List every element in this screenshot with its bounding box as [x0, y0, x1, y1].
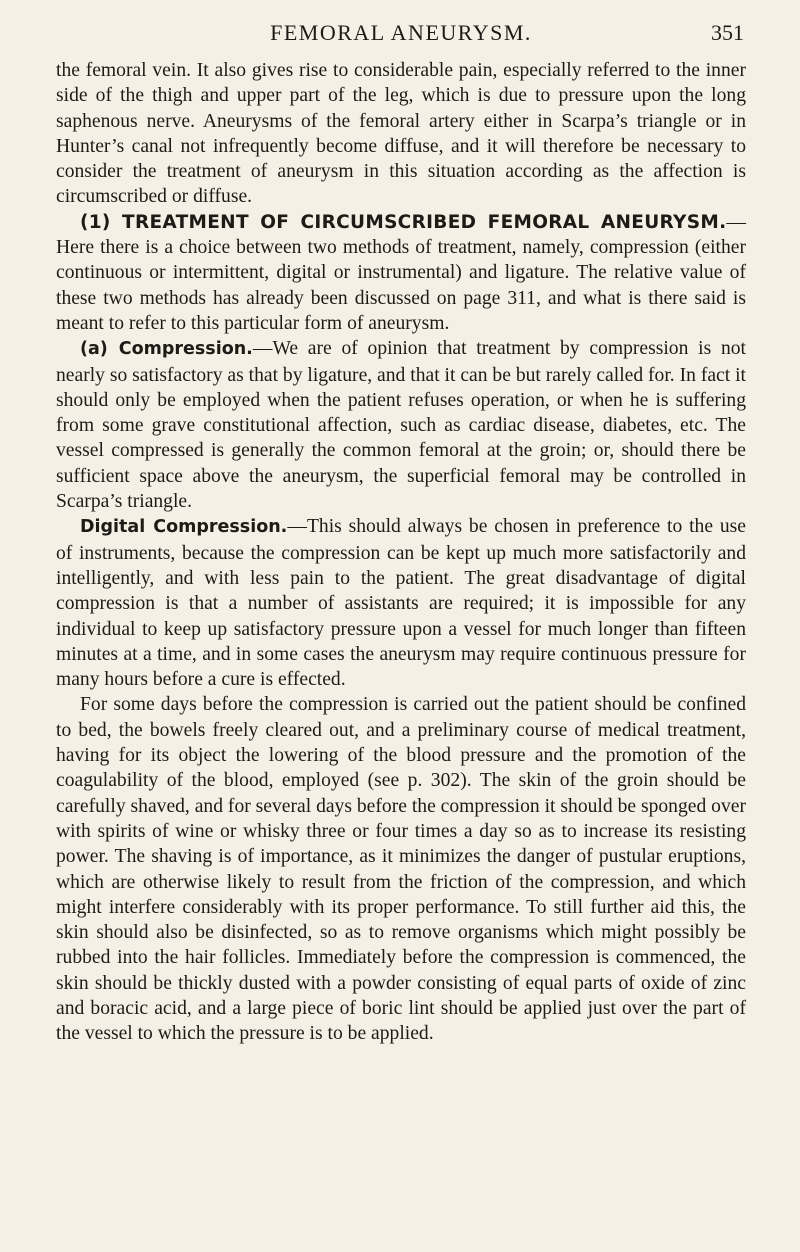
paragraph-preparation	[56, 692, 746, 1046]
paragraph-text: —Here there is a choice between two methods of treatment, namely, compression (either continuous or intermittent, digital or instrumental) and ligature. The relative value of these two methods has already been discussed on page 311, and what is there said is meant to refer to this particular form of aneurysm.	[56, 211, 746, 334]
page-number: 351	[711, 20, 744, 45]
paragraph-continuation	[56, 58, 746, 210]
running-head	[56, 0, 746, 58]
paragraph-circumscribed-treatment	[56, 210, 746, 336]
running-title: FEMORAL ANEURYSM.	[270, 20, 532, 45]
subsection-heading: (a) Compression.	[80, 339, 253, 360]
section-heading: (1) TREATMENT OF CIRCUMSCRIBED FEMORAL ANEURYSM.	[80, 211, 727, 233]
paragraph-text: For some days before the compression is carried out the patient should be confined to bed, the bowels freely cleared out, and a preliminary course of medical treatment, having for its object the lowering of the blood pressure and the promotion of the coagulability of the blood, employed (see p. 302). The skin of the groin should be carefully shaved, and for several days before the compression it should be sponged over with spirits of wine or whisky three or four times a day so as to increase its resisting power. The shaving is of importance, as it minimizes the danger of pustular eruptions, which are otherwise likely to result from the friction of the compression, and which might interfere considerably with its proper performance. To still further aid this, the skin should also be disinfected, so as to remove organisms which might possibly be rubbed into the hair follicles. Immediately before the compression is commenced, the skin should be thickly dusted with a powder consisting of equal parts of oxide of zinc and boracic acid, and a large piece of boric lint should be applied just over the part of the vessel to which the pressure is to be applied.	[56, 694, 746, 1045]
paragraph-digital-compression	[56, 514, 746, 692]
paragraph-text: —We are of opinion that treatment by compression is not nearly so satisfactory as that by ligature, and that it can be but rarely called for. In fact it should only be employed when the patient refuses operation, or when he is suffering from some grave constitutional affection, such as cardiac disease, diabetes, etc. The vessel compressed is generally the common femoral at the groin; or, should there be sufficient space above the aneurysm, the superficial femoral may be controlled in Scarpa’s triangle.	[56, 338, 746, 513]
paragraph-text: the femoral vein. It also gives rise to considerable pain, especially referred to the inner side of the thigh and upper part of the leg, which is due to pressure upon the long saphenous nerve. Aneurysms of the femoral artery either in Scarpa’s triangle or in Hunter’s canal not infrequently become diffuse, and it will therefore be necessary to consider the treatment of aneurysm in this situation according as the affection is circumscribed or diffuse.	[56, 60, 746, 208]
body-text	[56, 58, 746, 1047]
paragraph-text: —This should always be chosen in preference to the use of instruments, because the compression can be kept up much more satisfactorily and intelligently, and with less pain to the patient. The great disadvantage of digital compression is that a number of assistants are required; it is impossible for any individual to keep up satisfactory pressure upon a vessel for much longer than fifteen minutes at a time, and in some cases the aneurysm may require continuous pressure for many hours before a cure is effected.	[56, 516, 746, 691]
subsection-heading: Digital Compression.	[80, 517, 288, 538]
paragraph-compression	[56, 336, 746, 514]
